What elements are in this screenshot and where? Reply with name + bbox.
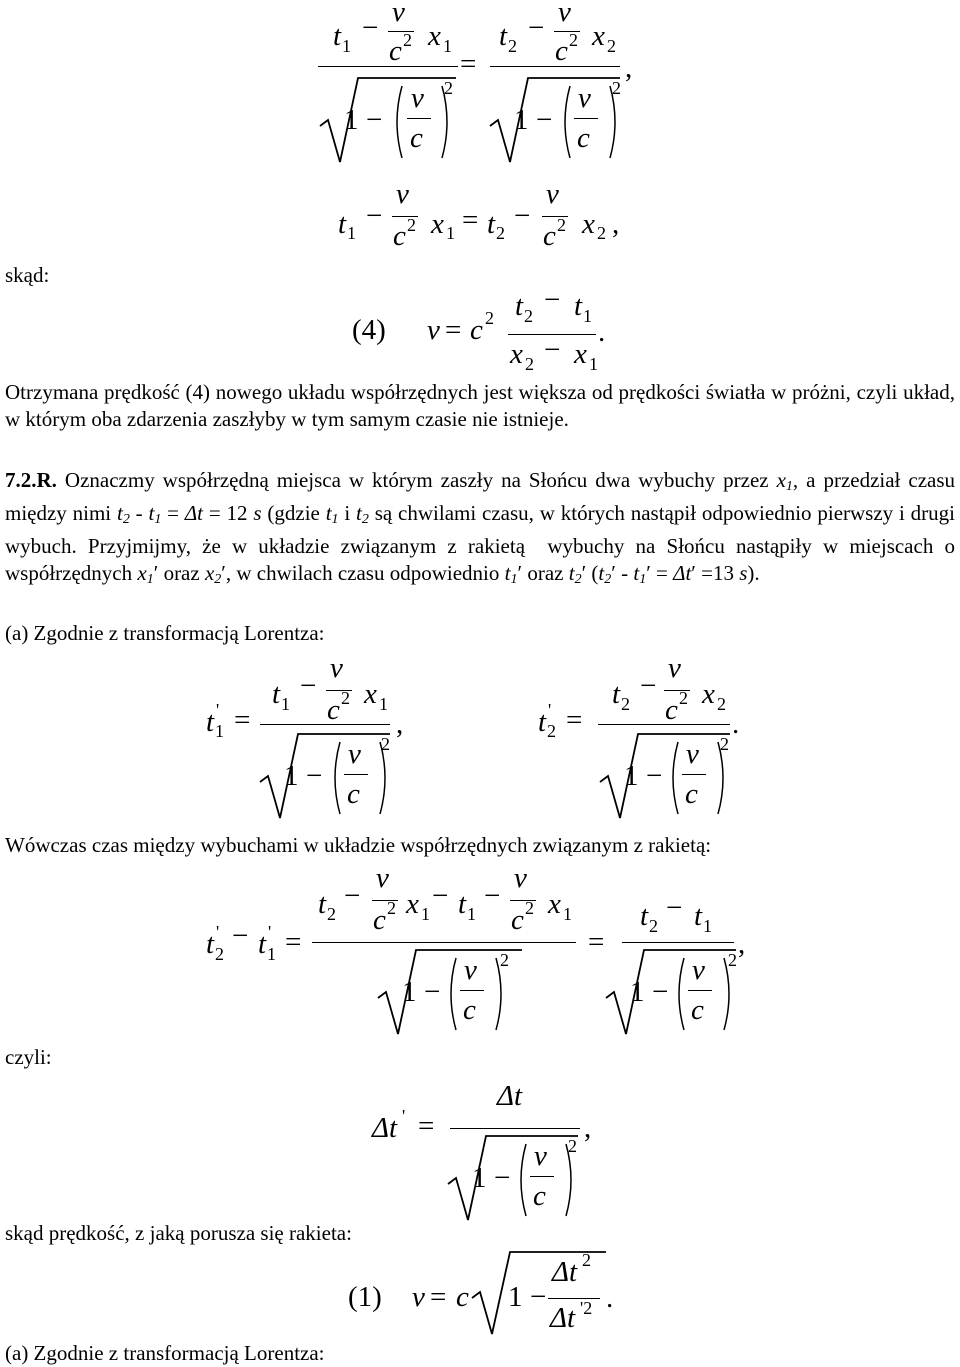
problem-text: Oznaczmy współrzędną miejsca w którym zaszły na Słońcu dwa wybuchy przez $x_1$, a przedział czasu między nimi $t_2 - t_1 = \Delta t = 12$ s (gdzie $t_1$ i $t_2$ są chwilami czasu, w których nastąpił odpowiednio pierwszy i drugi wybuch. Przyjmijmy, że w układzie związanym z rakietą wybuchy na Słońcu nastąpiły w miejscach o współrzędnych $x_1'$ oraz $x_2'$, w chwilach czasu odpowiednio $t_1'$ oraz $t_2'$ ($t_2' - t_1' = \Delta t' =13$ s). <box>5 468 956 587</box>
paragraph-conclusion: Otrzymana prędkość (4) nowego układu współrzędnych jest większa od prędkości światła w próżni, czyli układ, w którym oba zdarzenia zaszłyby w tym samym czasie nie istnieje. <box>5 380 955 431</box>
label-wowczas: Wówczas czas między wybuchami w układzie współrzędnych związanym z rakietą: <box>5 833 712 857</box>
label-zgodnie-a: (a) Zgodnie z transformacją Lorentza: <box>5 621 325 645</box>
equation-number-1: (1) <box>348 1281 382 1313</box>
problem-7-2-R <box>5 467 955 593</box>
problem-number: 7.2.R. <box>5 468 57 492</box>
label-skad-predkosc: skąd prędkość, z jaką porusza się rakieta: <box>5 1221 352 1245</box>
equation-number-4: (4) <box>352 314 386 346</box>
label-zgodnie-a-bottom: (a) Zgodnie z transformacją Lorentza: <box>5 1341 325 1365</box>
label-skad: skąd: <box>5 263 50 287</box>
label-czyli: czyli: <box>5 1045 52 1069</box>
